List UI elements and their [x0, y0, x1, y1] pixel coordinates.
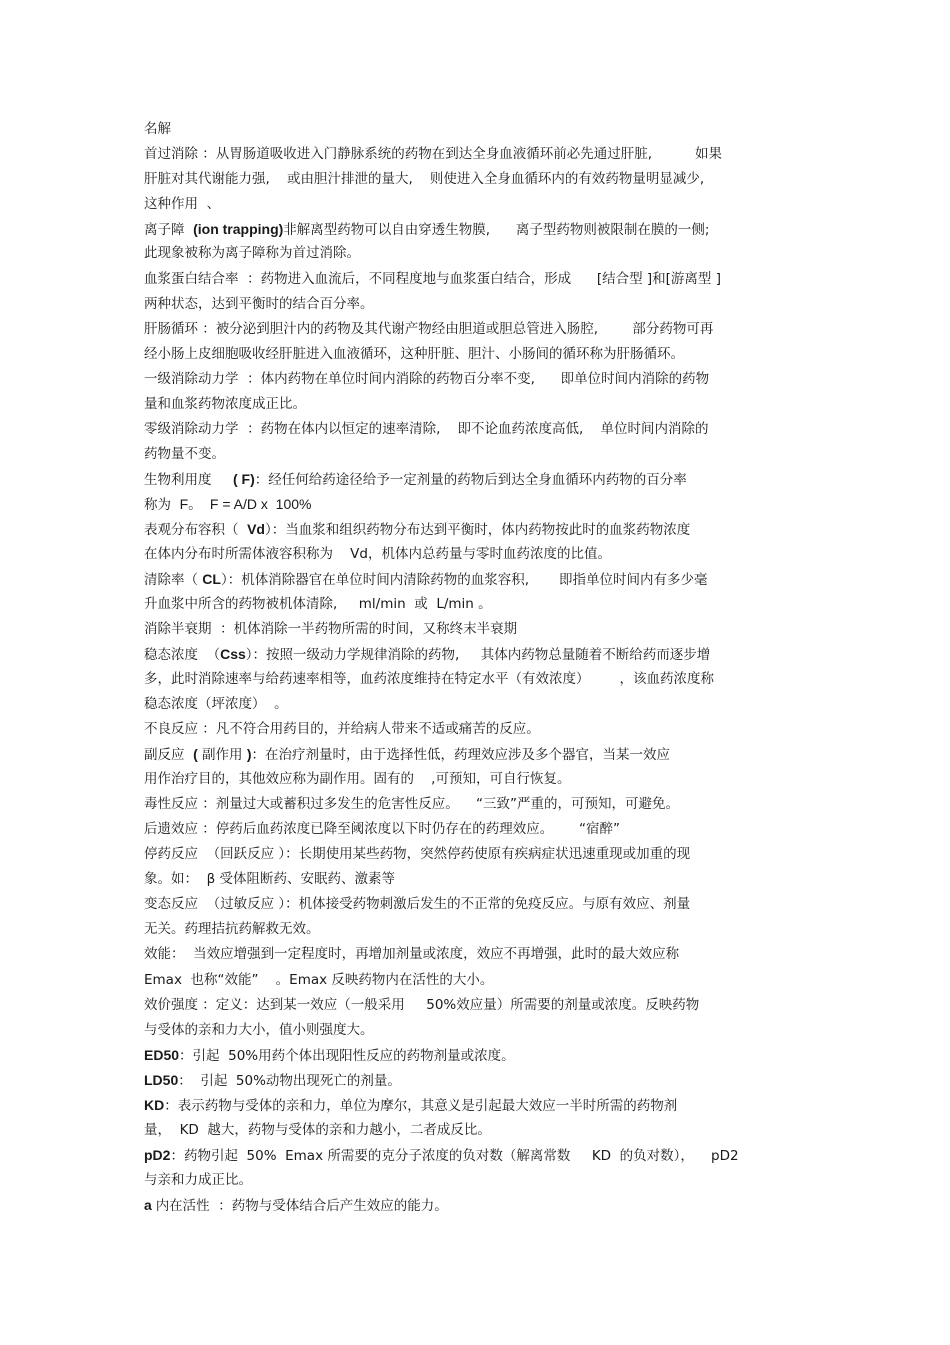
text: 不良反应 ：凡不符合用药目的，并给病人带来不适或痛苦的反应。 — [144, 721, 540, 737]
text: ：表示药物与受体的亲和力，单位为摩尔，其意义是引起最大效应一半时所需的药物剂 — [164, 1098, 678, 1114]
entry-line — [144, 470, 687, 488]
bold-term: Css — [220, 646, 246, 662]
text: 表观分布容积（ — [144, 522, 248, 538]
entry-line — [144, 745, 670, 763]
text: 零级消除动力学 ：药物在体内以恒定的速率清除, 即不论血药浓度高低, 单位时间内消除的 — [144, 421, 709, 437]
text: 内在活性 ：药物与受体结合后产生效应的能力。 — [155, 1198, 448, 1214]
text: 肝脏对其代谢能力强, 或由胆汁排泄的量大, 则使进入全身血循环内的有效药物量明显减少, — [144, 171, 705, 187]
entry-line — [144, 420, 709, 438]
text: 量和血浆药物浓度成正比。 — [144, 396, 306, 412]
entry-line — [144, 495, 311, 513]
text: 毒性反应 ：剂量过大或蓄积过多发生的危害性反应。 “三致”严重的，可预知，可避免。 — [144, 796, 679, 812]
entry-line — [144, 820, 620, 838]
text: 副反应 — [144, 747, 194, 763]
bold-term: (ion trapping) — [193, 221, 284, 237]
entry-line — [144, 845, 690, 863]
text: 非解离型药物可以自由穿透生物膜, 离子型药物则被限制在膜的一侧; — [283, 222, 710, 238]
entry-line — [144, 996, 699, 1014]
entry-line — [144, 270, 721, 288]
text: 药物量不变。 — [144, 446, 225, 462]
entry-line — [144, 345, 684, 363]
bold-term: KD — [144, 1097, 165, 1113]
entry-line — [144, 1071, 401, 1089]
text: 效价强度 ：定义：达到某一效应（一般采用 50%效应量）所需要的剂量或浓度。反映药物 — [144, 997, 700, 1013]
text: 两种状态，达到平衡时的结合百分率。 — [144, 296, 374, 312]
entry-line — [144, 595, 492, 613]
text: ：引起 50%用药个体出现阳性反应的药物剂量或浓度。 — [179, 1048, 515, 1064]
entry-line — [144, 670, 714, 688]
bold-term: Vd — [247, 521, 265, 537]
text: 后遗效应 ：停药后血药浓度已降至阈浓度以下时仍存在的药理效应。 “宿醉” — [144, 821, 621, 837]
bold-term: ED50 — [144, 1047, 180, 1063]
entry-line — [144, 195, 220, 213]
heading-text: 名解 — [144, 121, 171, 137]
text: Emax 也称“效能” 。Emax 反映药物内在活性的大小。 — [144, 972, 494, 988]
entry-line — [144, 920, 320, 938]
text: 象。如： β 受体阻断药、安眠药、激素等 — [144, 871, 395, 887]
text: 变态反应 （过敏反应 ）：机体接受药物刺激后发生的不正常的免疫反应。与原有效应、剂量 — [144, 896, 691, 912]
text: 生物利用度 — [144, 472, 233, 488]
entry-line — [144, 320, 713, 338]
text: 消除半衰期 ：机体消除一半药物所需的时间，又称终末半衰期 — [144, 621, 518, 637]
entry-line — [144, 520, 690, 538]
bold-term: LD50 — [144, 1072, 179, 1088]
entry-line — [144, 1046, 515, 1064]
text: 效能： 当效应增强到一定程度时，再增加剂量或浓度，效应不再增强，此时的最大效应称 — [144, 946, 680, 962]
bold-term: pD2 — [144, 1147, 171, 1163]
entry-line — [144, 395, 306, 413]
bold-term: ( — [193, 746, 198, 762]
entry-line — [144, 870, 395, 888]
entry-line — [144, 220, 709, 238]
entry-line — [144, 170, 704, 188]
bold-term: CL — [202, 571, 221, 587]
text: ：经任何给药途径给予一定剂量的药物后到达全身血循环内药物的百分率 — [254, 472, 687, 488]
text: 称为 — [144, 497, 180, 513]
text: ： 引起 50%动物出现死亡的剂量。 — [178, 1073, 401, 1089]
text: 与亲和力成正比。 — [144, 1172, 252, 1188]
text: ）：当血浆和组织药物分布达到平衡时，体内药物按此时的血浆药物浓度 — [264, 522, 691, 538]
entry-line — [144, 895, 690, 913]
entry-line — [144, 570, 708, 588]
entry-line — [144, 1171, 252, 1189]
text: 在体内分布时所需体液容积称为 Vd，机体内总药量与零时血药浓度的比值。 — [144, 546, 611, 562]
entry-line — [144, 244, 360, 262]
text: 血浆蛋白结合率 ：药物进入血流后，不同程度地与血浆蛋白结合，形成 [结合型 ]和[游离型 ] — [144, 271, 721, 287]
text: 这种作用 、 — [144, 196, 221, 212]
entry-line — [144, 645, 710, 663]
entry-line — [144, 145, 722, 163]
text: 无关。药理拮抗药解救无效。 — [144, 921, 320, 937]
text: 稳态浓度（坪浓度） 。 — [144, 696, 288, 712]
text: 升血浆中所含的药物被机体清除, ml/min 或 L/min 。 — [144, 596, 492, 612]
bold-term: a — [144, 1197, 156, 1213]
text: 量， KD 越大，药物与受体的亲和力越小，二者成反比。 — [144, 1122, 491, 1138]
entry-line — [144, 445, 225, 463]
text: 此现象被称为离子障称为首过消除。 — [144, 245, 360, 261]
entry-line — [144, 945, 679, 963]
text: 与受体的亲和力大小，值小则强度大。 — [144, 1022, 374, 1038]
text: 停药反应 （回跃反应 ）：长期使用某些药物，突然停药使原有疾病症状迅速重现或加重的现 — [144, 846, 691, 862]
bold-term: ) — [246, 746, 252, 762]
entry-line — [144, 1021, 374, 1039]
entry-line — [144, 1196, 448, 1214]
formula: F。 F = A/D x 100% — [179, 496, 312, 512]
entry-line — [144, 1146, 739, 1164]
entry-line — [144, 370, 709, 388]
entry-line — [144, 770, 570, 788]
text: ：药物引起 50% Emax 所需要的克分子浓度的负对数（解离常数 KD 的负对数）， pD2 — [170, 1148, 739, 1164]
text: 多，此时消除速率与给药速率相等，血药浓度维持在特定水平（有效浓度） ，该血药浓度称 — [144, 671, 715, 687]
text: 一级消除动力学 ：体内药物在单位时间内消除的药物百分率不变, 即单位时间内消除的药物 — [144, 371, 710, 387]
text: 副作用 — [197, 747, 247, 763]
entry-line — [144, 971, 493, 989]
text: 肝肠循环 ：被分泌到胆汁内的药物及其代谢产物经由胆道或胆总管进入肠腔, 部分药物可再 — [144, 321, 714, 337]
text: ）：机体消除器官在单位时间内清除药物的血浆容积, 即指单位时间内有多少毫 — [220, 572, 708, 588]
entry-line — [144, 695, 288, 713]
entry-line — [144, 620, 517, 638]
text: ：在治疗剂量时，由于选择性低，药理效应涉及多个器官，当某一效应 — [251, 747, 671, 763]
text: 经小肠上皮细胞吸收经肝脏进入血液循环，这种肝脏、胆汁、小肠间的循环称为肝肠循环。 — [144, 346, 684, 362]
text: ）：按照一级动力学规律消除的药物, 其体内药物总量随着不断给药而逐步增 — [245, 647, 711, 663]
entry-line — [144, 1121, 491, 1139]
entry-line — [144, 1096, 677, 1114]
text: 离子障 — [144, 222, 194, 238]
text: 清除率（ — [144, 572, 203, 588]
bold-term: ( F) — [232, 471, 255, 487]
entry-line — [144, 295, 374, 313]
text: 用作治疗目的，其他效应称为副作用。固有的 ,可预知，可自行恢复。 — [144, 771, 571, 787]
entry-line — [144, 795, 679, 813]
text: 稳态浓度 （ — [144, 647, 221, 663]
entry-line — [144, 720, 540, 738]
doc-heading — [144, 120, 171, 138]
text: 首过消除 ：从胃肠道吸收进入门静脉系统的药物在到达全身血液循环前必先通过肝脏, 如果 — [144, 146, 722, 162]
entry-line — [144, 545, 611, 563]
